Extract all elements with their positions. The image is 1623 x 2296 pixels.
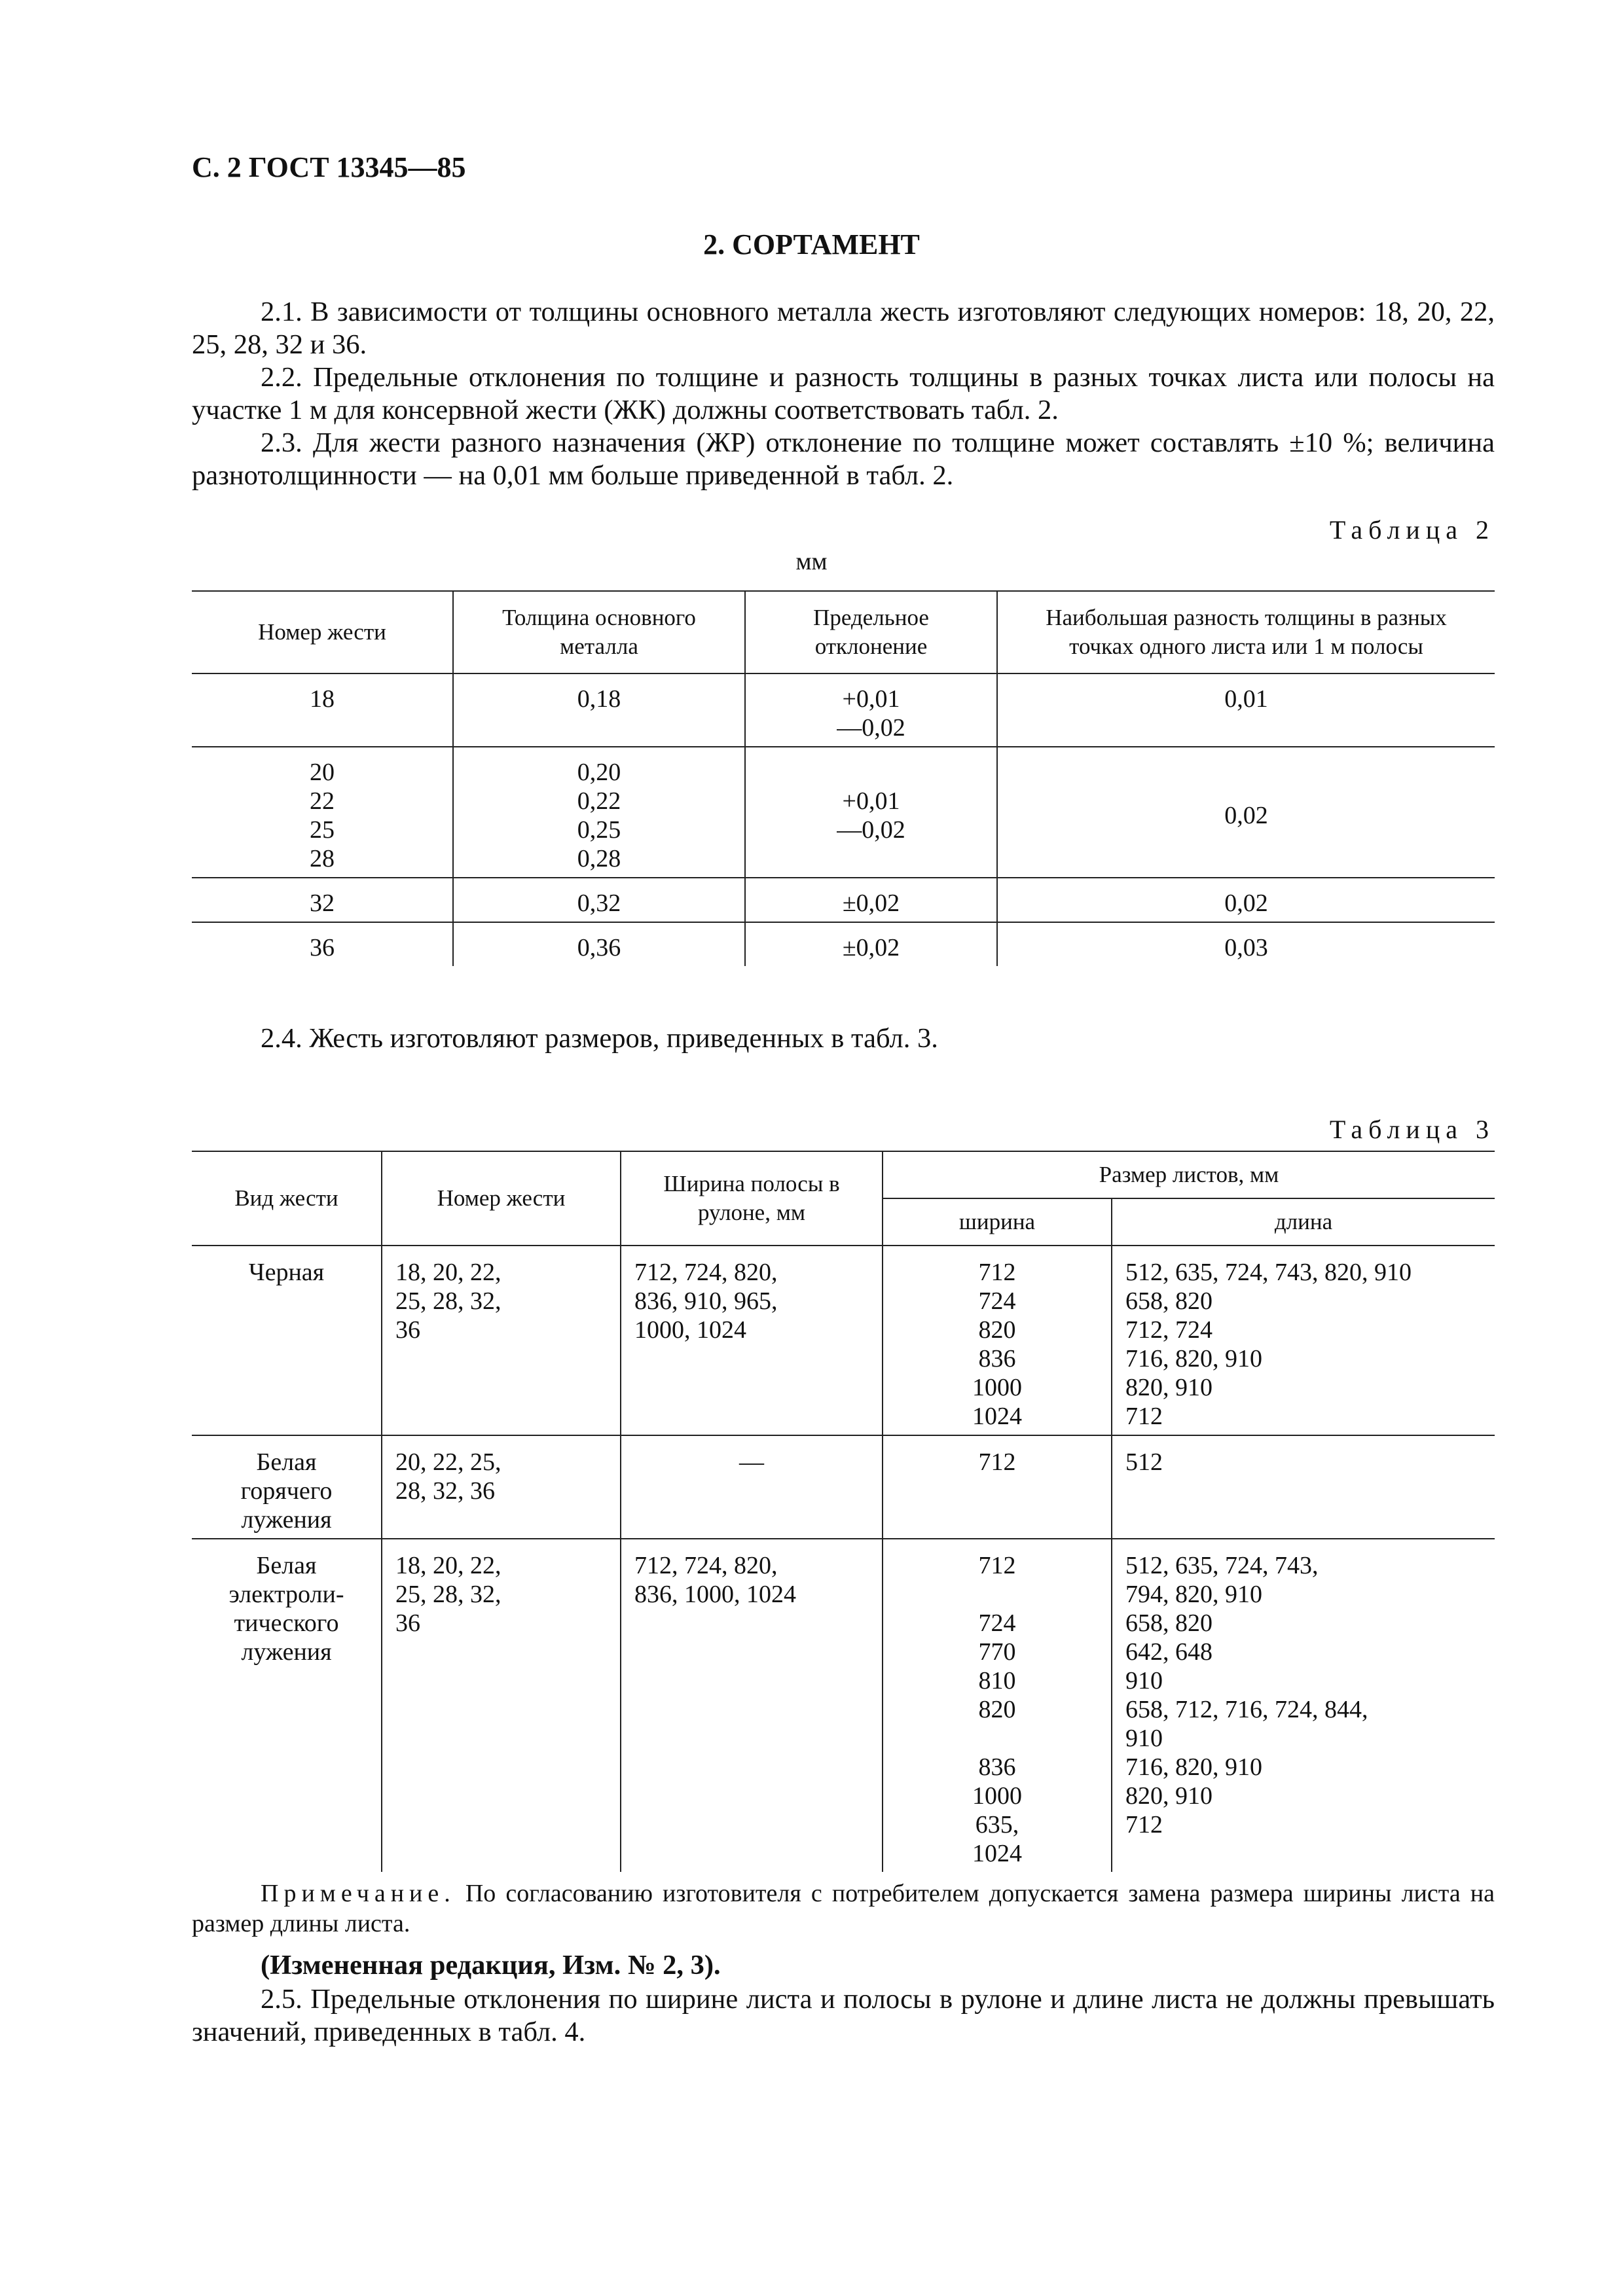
table-2-header-cell: Толщина основного металла: [453, 591, 745, 673]
table-cell: 18, 20, 22, 25, 28, 32, 36: [382, 1539, 621, 1872]
table-2-header-row: [192, 591, 1495, 673]
table-row: [192, 922, 1495, 966]
table-2-header-cell: Предельное отклонение: [745, 591, 997, 673]
table-row: [192, 747, 1495, 878]
amendment-notice: (Измененная редакция, Изм. № 2, 3).: [261, 1950, 721, 1981]
table-cell: 712, 724, 820, 836, 910, 965, 1000, 1024: [621, 1246, 883, 1435]
paragraph-2-2: 2.2. Предельные отклонения по толщине и разность толщины в разных точках листа или полосы на участке 1 м для консервной жести (ЖК) должны соответствовать табл. 2.: [192, 362, 1495, 425]
table-cell: 712, 724, 820, 836, 1000, 1024: [621, 1539, 883, 1872]
table-2: [192, 590, 1495, 966]
table-cell: 20 22 25 28: [192, 747, 453, 878]
paragraph-2-4: 2.4. Жесть изготовляют размеров, приведенных в табл. 3.: [261, 1023, 938, 1054]
table-2-header-cell: Номер жести: [192, 591, 453, 673]
table-cell: 20, 22, 25, 28, 32, 36: [382, 1435, 621, 1539]
table-cell: 36: [192, 922, 453, 966]
table-3: [192, 1151, 1495, 1872]
table-cell: Белая электроли- тического лужения: [192, 1539, 382, 1872]
note-label: Примечание.: [261, 1880, 456, 1907]
table-3-header-cell: длина: [1112, 1198, 1495, 1246]
table-cell: 18, 20, 22, 25, 28, 32, 36: [382, 1246, 621, 1435]
table-cell: 32: [192, 878, 453, 922]
table-row: [192, 1246, 1495, 1435]
table-cell: 512, 635, 724, 743, 794, 820, 910 658, 820 642, 648 910 658, 712, 716, 724, 844, 910 716, 820, 910 820, 910 712: [1112, 1539, 1495, 1872]
table-3-header-row: [192, 1151, 1495, 1198]
table-cell: Белая горячего лужения: [192, 1435, 382, 1539]
table-cell: 0,32: [453, 878, 745, 922]
table-3-header-cell: Вид жести: [192, 1151, 382, 1246]
running-header: С. 2 ГОСТ 13345—85: [192, 151, 466, 183]
table-2-header-cell: Наибольшая разность толщины в разных точках одного листа или 1 м полосы: [997, 591, 1495, 673]
table-cell: 0,18: [453, 673, 745, 747]
table-cell: +0,01 —0,02: [745, 747, 997, 878]
table-row: [192, 673, 1495, 747]
table-cell: 0,02: [997, 747, 1495, 878]
table-3-header-cell: ширина: [883, 1198, 1112, 1246]
table-cell: 512, 635, 724, 743, 820, 910 658, 820 712, 724 716, 820, 910 820, 910 712: [1112, 1246, 1495, 1435]
table-row: [192, 878, 1495, 922]
table-cell: 512: [1112, 1435, 1495, 1539]
table-3-header-cell: Размер листов, мм: [883, 1151, 1495, 1198]
table-3-header-cell: Ширина полосы в рулоне, мм: [621, 1151, 883, 1246]
table-cell: 18: [192, 673, 453, 747]
table-3-caption: Таблица 3: [1329, 1115, 1495, 1144]
table-cell: —: [621, 1435, 883, 1539]
table-cell: ±0,02: [745, 878, 997, 922]
table-cell: 712 724 820 836 1000 1024: [883, 1246, 1112, 1435]
table-cell: 712 724 770 810 820 836 1000 635, 1024: [883, 1539, 1112, 1872]
table-cell: 712: [883, 1435, 1112, 1539]
table-2-unit: мм: [795, 548, 828, 575]
note-text: По согласованию изготовителя с потребителем допускается замена размера ширины листа на размер длины листа.: [192, 1880, 1495, 1937]
table-cell: 0,36: [453, 922, 745, 966]
table-3-header-cell: Номер жести: [382, 1151, 621, 1246]
paragraph-2-1: 2.1. В зависимости от толщины основного металла жесть изготовляют следующих номеров: 18, 20, 22, 25, 28, 32 и 36.: [192, 296, 1495, 360]
table-cell: +0,01 —0,02: [745, 673, 997, 747]
table-cell: Черная: [192, 1246, 382, 1435]
table-cell: 0,03: [997, 922, 1495, 966]
table-cell: 0,20 0,22 0,25 0,28: [453, 747, 745, 878]
table-note: [192, 1878, 1495, 1939]
paragraph-2-5: 2.5. Предельные отклонения по ширине листа и полосы в рулоне и длине листа не должны превышать значений, приведенных в табл. 4.: [192, 1984, 1495, 2047]
table-row: [192, 1539, 1495, 1872]
paragraph-2-3: 2.3. Для жести разного назначения (ЖР) отклонение по толщине может составлять ±10 %; величина разнотолщинности — на 0,01 мм больше приведенной в табл. 2.: [192, 427, 1495, 491]
table-cell: 0,02: [997, 878, 1495, 922]
section-title: 2. СОРТАМЕНТ: [703, 228, 920, 260]
table-cell: 0,01: [997, 673, 1495, 747]
table-2-caption: Таблица 2: [1329, 515, 1495, 545]
table-row: [192, 1435, 1495, 1539]
table-cell: ±0,02: [745, 922, 997, 966]
